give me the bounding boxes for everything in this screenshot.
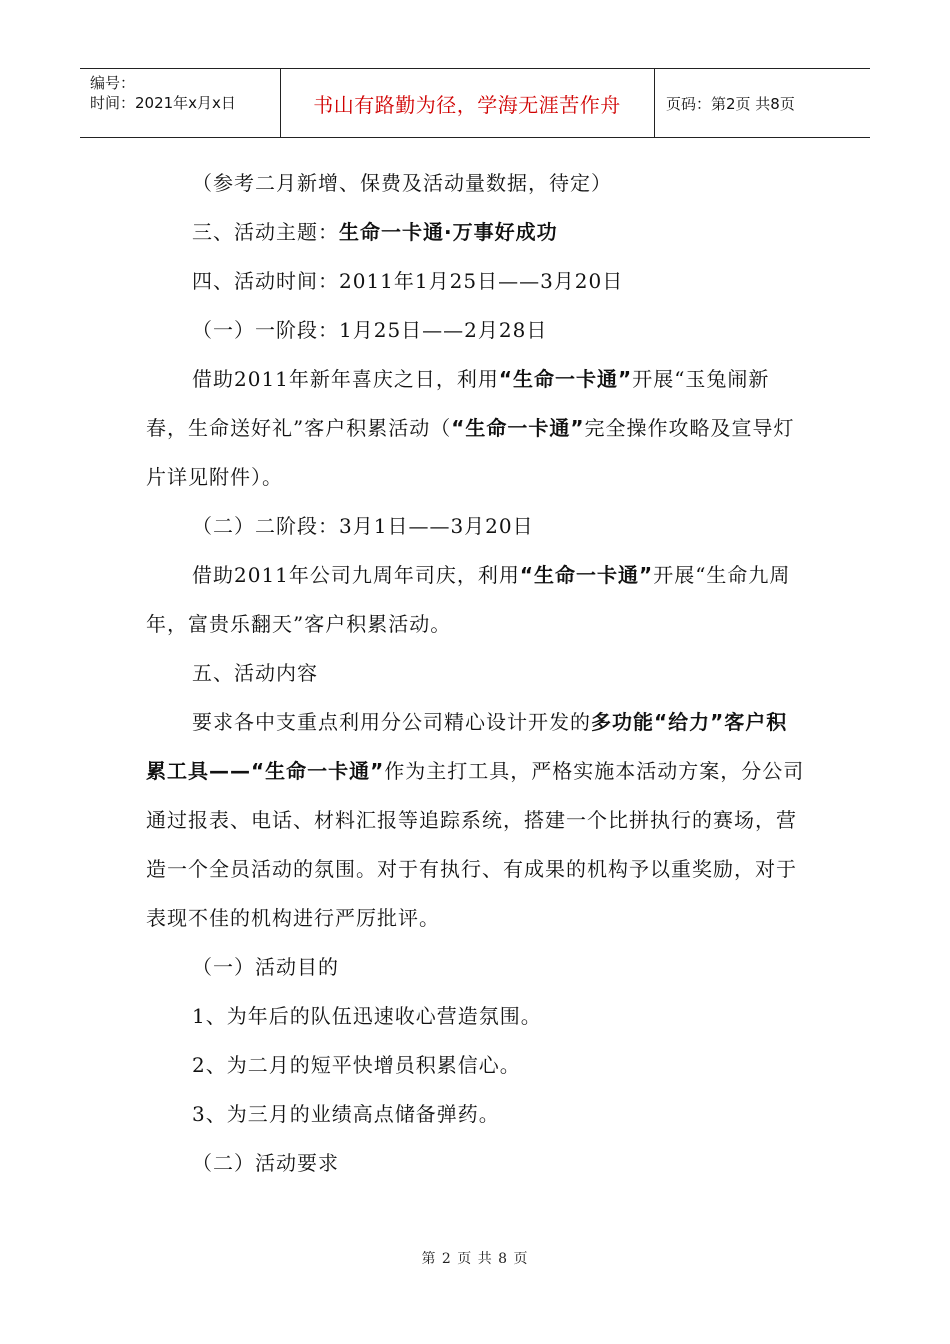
section-heading-theme — [146, 219, 808, 246]
list-item: 1、为年后的队伍迅速收心营造氛围。 — [192, 1004, 542, 1028]
section-heading-content: 五、活动内容 — [192, 661, 318, 685]
header-meta — [90, 73, 236, 113]
section-heading-time: 四、活动时间：2011年1月25日——3月20日 — [192, 269, 624, 293]
text: 借助2011年公司九周年司庆，利用 — [192, 563, 520, 587]
paragraph — [146, 551, 808, 649]
heading-text: 三、活动主题： — [192, 220, 339, 244]
header-page-info: 页码：第2页 共8页 — [666, 94, 795, 113]
text: 要求各中支重点利用分公司精心设计开发的 — [192, 710, 591, 734]
page-footer: 第 2 页 共 8 页 — [421, 1251, 529, 1267]
subheading: （二）二阶段：3月1日——3月20日 — [192, 514, 534, 538]
text: 作为主打工具，严格实施本活动方案，分公司通过报表、电话、材料汇报等追踪系统，搭建一个比拼执行的赛场，营造一个全员活动的氛围。对于有执行、有成果的机构予以重奖励，对于表现不佳的机构进行严厉批评。 — [146, 759, 805, 930]
bold-text: “生命一卡通” — [451, 416, 585, 440]
text: 开展“生命九周年，富贵乐翻天”客户积累活动。 — [146, 563, 791, 636]
paragraph — [146, 355, 808, 502]
bold-text: “生命一卡通” — [498, 367, 633, 391]
paragraph: （参考二月新增、保费及活动量数据，待定） — [192, 171, 612, 195]
document-body — [146, 170, 808, 1177]
bold-text: “生命一卡通” — [519, 563, 654, 587]
header-divider — [654, 69, 655, 137]
paragraph — [146, 698, 808, 943]
list-item: 2、为二月的短平快增员积累信心。 — [192, 1053, 521, 1077]
text: 完全操作攻略及宣导灯片详见附件）。 — [146, 416, 795, 489]
list-item: 3、为三月的业绩高点储备弹药。 — [192, 1102, 500, 1126]
subheading: （二）活动要求 — [192, 1151, 339, 1175]
text: 开展“玉兔闹新春，生命送好礼”客户积累活动（ — [146, 367, 770, 440]
document-header — [80, 68, 870, 138]
bold-text: 多功能“给力”客户积累工具——“生命一卡通” — [146, 710, 788, 783]
text: 借助2011年新年喜庆之日，利用 — [192, 367, 499, 391]
number-label: 编号： — [90, 74, 136, 92]
theme-text: 生命一卡通·万事好成功 — [339, 220, 558, 244]
subheading: （一）一阶段：1月25日——2月28日 — [192, 318, 548, 342]
subheading: （一）活动目的 — [192, 955, 339, 979]
date-label: 时间：2021年x月x日 — [90, 94, 236, 112]
header-motto: 书山有路勤为径，学海无涯苦作舟 — [313, 92, 621, 117]
